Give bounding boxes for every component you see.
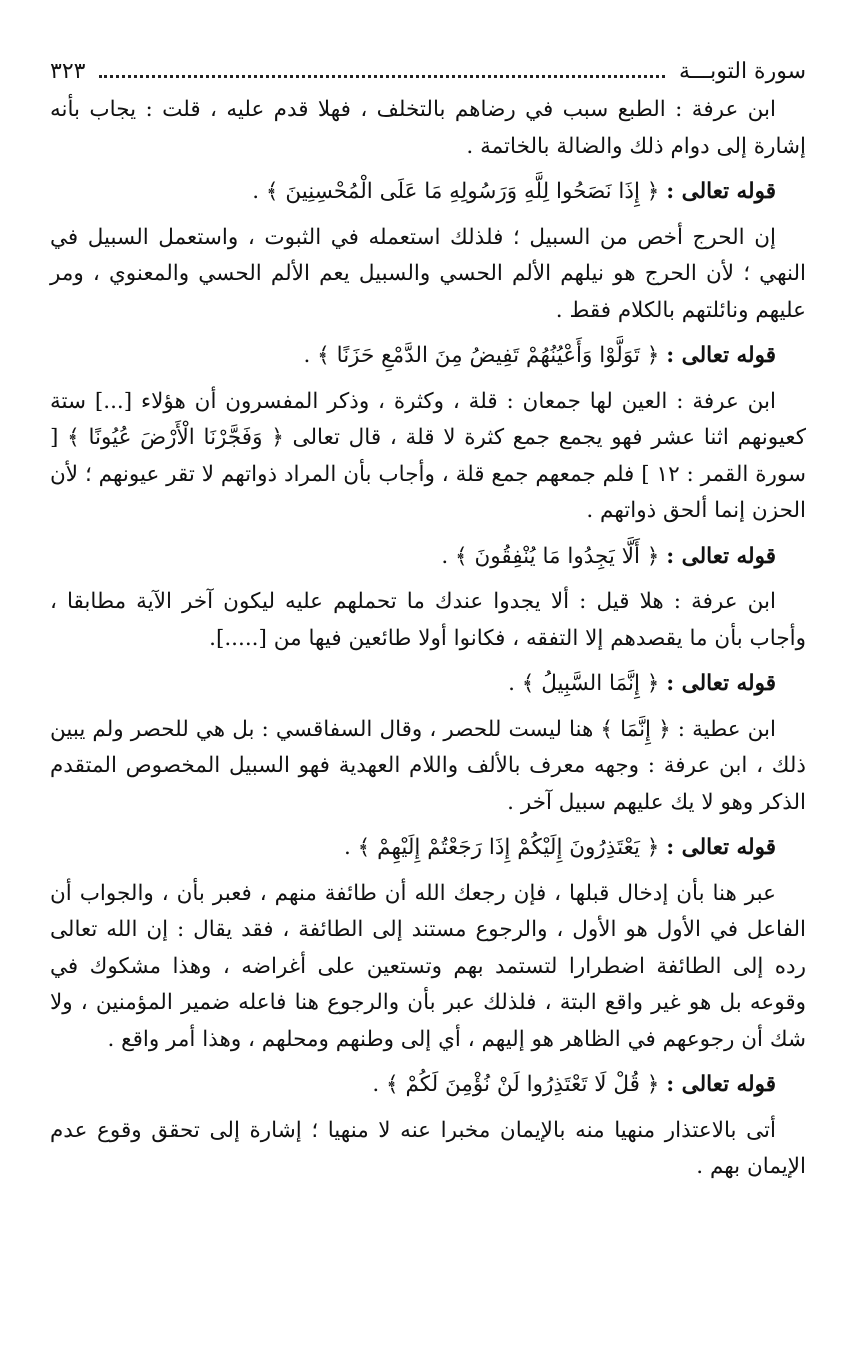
verse-citation [50, 539, 806, 576]
paragraph: عبر هنا بأن إدخال قبلها ، فإن رجعك الله أن طائفة منهم ، فعبر بأن ، والجواب أن الفاعل في الأول هو الأول ، والرجوع مستند إلى الطائفة ، فقد يقال : إن الله تعالى رده إلى الطائفة اضطرارا لتستمد بهم وتستعين على أغراضه ، وهذا مشكوك في وقوعه بل هو غير واقع البتة ، فلذلك عبر بأن والرجوع هنا فاعله ضمير المؤمنين ، ولا شك أن رجوعهم في الظاهر هو إليهم ، أي إلى وطنهم ومحلهم ، وهذا أمر واقع . [50, 880, 806, 1052]
ornate-close-bracket: ﴾ . [344, 835, 371, 860]
quran-verse: تَوَلَّوْا وَأَعْيُنُهُمْ تَفِيضُ مِنَ الدَّمْعِ حَزَنًا [336, 343, 640, 368]
verse-citation [50, 1067, 806, 1104]
verse-citation [50, 338, 806, 375]
surah-title: سورة التوبـــة [678, 59, 806, 84]
quran-verse: إِنَّمَا السَّبِيلُ [541, 671, 640, 696]
header-dotted-leader [99, 75, 665, 78]
ornate-close-bracket: ﴾ . [372, 1072, 399, 1097]
ornate-open-bracket: ﴿ [646, 671, 660, 696]
verse-label: قوله تعالى : [666, 1072, 776, 1097]
paragraph: إن الحرج أخص من السبيل ؛ فلذلك استعمله في الثبوت ، واستعمل السبيل في النهي ؛ لأن الحرج هو نيلهم الألم الحسي والسبيل يعم الألم الحسي والمعنوي ، ومر عليهم ونائلتهم بالكلام فقط . [50, 224, 806, 323]
verse-label: قوله تعالى : [666, 179, 776, 204]
ornate-close-bracket: ﴾ . [508, 671, 535, 696]
ornate-open-bracket: ﴿ [646, 835, 660, 860]
ornate-open-bracket: ﴿ [646, 179, 660, 204]
page-body [50, 92, 806, 1186]
verse-citation [50, 666, 806, 703]
quran-verse: أَلَّا يَجِدُوا مَا يُنْفِقُونَ [474, 543, 640, 569]
verse-label: قوله تعالى : [666, 543, 776, 569]
verse-label: قوله تعالى : [666, 835, 776, 860]
ornate-open-bracket: ﴿ [646, 543, 660, 569]
paragraph: ابن عرفة : هلا قيل : ألا يجدوا عندك ما تحملهم عليه ليكون آخر الآية مطابقا ، وأجاب بأن ما يقصدهم إلا التفقه ، فكانوا أولا طائعين فيها من [.....]. [50, 589, 806, 651]
page-number: ٣٢٣ [50, 59, 86, 84]
paragraph: أتى بالاعتذار منهيا منه بالإيمان مخبرا عنه لا منهيا ؛ إشارة إلى تحقق وقوع عدم الإيمان بهم . [50, 1117, 806, 1179]
quran-verse: يَعْتَذِرُونَ إِلَيْكُمْ إِذَا رَجَعْتُمْ إِلَيْهِمْ [377, 835, 640, 860]
verse-label: قوله تعالى : [666, 671, 776, 696]
paragraph: ابن عرفة : العين لها جمعان : قلة ، وكثرة ، وذكر المفسرون أن هؤلاء [...] ستة كعيونهم اثنا عشر فهو يجمع جمع كثرة لا قلة ، قال تعالى ﴿ وَفَجَّرْنَا الْأَرْضَ عُيُونًا ﴾ [ سورة القمر : ١٢ ] فلم جمعهم جمع قلة ، وأجاب بأن المراد ذواتهم لا تقر عيونهم ؛ لأن الحزن إنما ألحق ذواتهم . [50, 388, 806, 523]
paragraph: ابن عرفة : الطبع سبب في رضاهم بالتخلف ، فهلا قدم عليه ، قلت : يجاب بأنه إشارة إلى دوام ذلك والضالة بالخاتمة . [50, 97, 806, 159]
quran-verse: إِذَا نَصَحُوا لِلَّهِ وَرَسُولِهِ مَا عَلَى الْمُحْسِنِينَ [285, 179, 640, 204]
running-header [50, 52, 806, 92]
quran-verse: قُلْ لَا تَعْتَذِرُوا لَنْ نُؤْمِنَ لَكُمْ [405, 1072, 640, 1097]
verse-label: قوله تعالى : [666, 343, 776, 368]
ornate-open-bracket: ﴿ [646, 1072, 660, 1097]
ornate-close-bracket: ﴾ . [252, 179, 279, 204]
ornate-close-bracket: ﴾ . [441, 543, 468, 569]
ornate-open-bracket: ﴿ [646, 343, 660, 368]
ornate-close-bracket: ﴾ . [303, 343, 330, 368]
verse-citation [50, 174, 806, 211]
verse-citation [50, 830, 806, 867]
paragraph: ابن عطية : ﴿ إِنَّمَا ﴾ هنا ليست للحصر ، وقال السفاقسي : بل هي للحصر ولم يبين ذلك ، ابن عرفة : وجهه معرف بالألف واللام العهدية فهو السبيل المخصوص المتقدم الذكر وهو لا يك عليهم سبيل آخر . [50, 716, 806, 815]
